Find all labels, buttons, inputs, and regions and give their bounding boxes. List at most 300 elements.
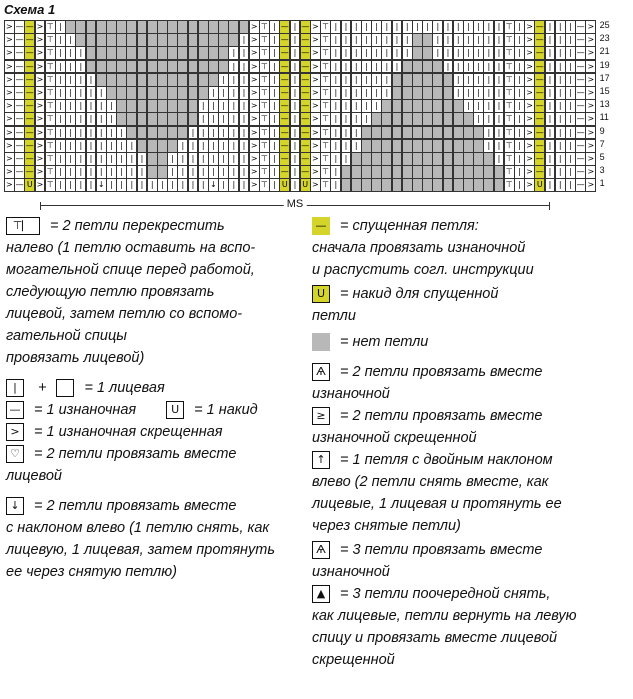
chart-cell: | <box>341 139 352 153</box>
chart-cell <box>381 99 392 113</box>
purl-twisted-icon: > <box>6 423 24 441</box>
chart-cell: | <box>341 73 352 87</box>
chart-cell: > <box>524 86 535 100</box>
chart-cell <box>483 152 494 166</box>
chart-cell: U <box>279 178 290 192</box>
chart-cell: | <box>494 60 505 74</box>
chart-cell: | <box>198 99 209 113</box>
k2tog-label: = 2 петли провязать вместе <box>34 446 237 462</box>
chart-cell: > <box>585 46 596 60</box>
chart-cell: ⊤ <box>45 33 56 47</box>
chart-cell <box>167 33 178 47</box>
chart-cell: | <box>545 46 556 60</box>
chart-cell <box>381 126 392 140</box>
chart-cell: | <box>330 60 341 74</box>
chart-cell: | <box>494 73 505 87</box>
chart-cell: | <box>269 86 280 100</box>
chart-cell <box>208 46 219 60</box>
chart-cell <box>463 126 474 140</box>
chart-cell: ⊤ <box>259 152 270 166</box>
chart-cell: | <box>392 46 403 60</box>
chart-cell: | <box>218 152 229 166</box>
chart-cell <box>402 152 413 166</box>
chart-cell: ⊤ <box>45 165 56 179</box>
chart-cell: — <box>300 139 311 153</box>
chart-cell: | <box>361 46 372 60</box>
chart-cell <box>137 139 148 153</box>
chart-cell <box>453 112 464 126</box>
chart-cell <box>188 46 199 60</box>
chart-cell: — <box>575 139 586 153</box>
chart-cell: | <box>218 139 229 153</box>
chart-cell <box>188 60 199 74</box>
chart-cell: ↓ <box>208 178 219 192</box>
chart-cell: | <box>55 46 66 60</box>
chart-cell: | <box>55 152 66 166</box>
chart-cell: | <box>494 139 505 153</box>
chart-cell: ⊤ <box>504 139 515 153</box>
chart-cell <box>208 73 219 87</box>
chart-cell: | <box>494 86 505 100</box>
chart-cell: > <box>310 20 321 34</box>
chart-cell: — <box>300 20 311 34</box>
chart-cell <box>463 178 474 192</box>
chart-cell <box>412 112 423 126</box>
chart-cell: | <box>290 20 301 34</box>
double-dec-arrow-icon: ↑ <box>312 451 330 469</box>
chart-cell: | <box>218 126 229 140</box>
chart-cell: | <box>402 20 413 34</box>
chart-cell: — <box>300 46 311 60</box>
chart-cell <box>218 33 229 47</box>
chart-cell: | <box>483 60 494 74</box>
chart-cell: ⊤ <box>45 126 56 140</box>
chart-cell: | <box>565 73 576 87</box>
chart-cell <box>392 73 403 87</box>
chart-cell <box>137 112 148 126</box>
cross-left-label: = 2 петли перекрестить <box>50 218 225 234</box>
chart-cell <box>402 60 413 74</box>
chart-cell: > <box>35 126 46 140</box>
chart-cell: | <box>65 86 76 100</box>
chart-cell: > <box>310 126 321 140</box>
chart-cell: > <box>35 165 46 179</box>
chart-cell: ⊤ <box>504 99 515 113</box>
chart-cell: | <box>432 20 443 34</box>
chart-cell <box>381 139 392 153</box>
chart-cell: — <box>14 73 25 87</box>
chart-cell <box>147 46 158 60</box>
chart-cell: > <box>249 99 260 113</box>
chart-cell: > <box>4 165 15 179</box>
chart-cell: | <box>75 126 86 140</box>
chart-cell: > <box>524 60 535 74</box>
chart-cell: — <box>14 33 25 47</box>
p3tog-icon: Ѧ <box>312 541 330 559</box>
row-number: 23 <box>599 33 610 44</box>
chart-cell: | <box>463 20 474 34</box>
chart-cell: | <box>381 60 392 74</box>
chart-cell <box>96 33 107 47</box>
p2tog-label: = 2 петли провязать вместе <box>340 364 543 380</box>
chart-cell: | <box>341 112 352 126</box>
chart-cell: | <box>218 178 229 192</box>
chart-cell <box>116 99 127 113</box>
chart-cell: — <box>24 46 35 60</box>
chart-cell: | <box>422 20 433 34</box>
double-dec-line-2: лицевые, 1 лицевая и протянуть ее <box>312 496 562 512</box>
chart-cell: | <box>290 139 301 153</box>
chart-cell: — <box>534 33 545 47</box>
chart-cell <box>422 86 433 100</box>
chart-cell: > <box>4 99 15 113</box>
chart-cell <box>177 126 188 140</box>
chart-cell: | <box>555 33 566 47</box>
chart-cell: ⊤ <box>320 99 331 113</box>
chart-cell <box>147 112 158 126</box>
chart-cell <box>116 20 127 34</box>
chart-cell: | <box>514 86 525 100</box>
chart-cell: | <box>351 46 362 60</box>
chart-cell: — <box>300 165 311 179</box>
chart-cell: — <box>14 20 25 34</box>
chart-cell: | <box>96 86 107 100</box>
chart-cell: | <box>330 112 341 126</box>
legend-left <box>6 215 306 583</box>
chart-cell: | <box>75 73 86 87</box>
chart-cell: — <box>279 73 290 87</box>
chart-cell: | <box>483 112 494 126</box>
double-dec-line-1: влево (2 петли снять вместе, как <box>312 474 549 490</box>
chart-cell: | <box>514 178 525 192</box>
chart-cell: — <box>24 33 35 47</box>
chart-cell: | <box>55 165 66 179</box>
chart-cell: | <box>392 20 403 34</box>
chart-cell <box>402 99 413 113</box>
chart-cell <box>96 60 107 74</box>
chart-cell <box>392 152 403 166</box>
legend-p2tog-tbl <box>312 405 630 427</box>
chart-cell: | <box>402 33 413 47</box>
chart-cell <box>198 20 209 34</box>
chart-cell: — <box>575 46 586 60</box>
chart-cell <box>86 46 97 60</box>
chart-cell <box>126 46 137 60</box>
chart-cell <box>177 86 188 100</box>
chart-cell: | <box>514 33 525 47</box>
chart-cell: > <box>585 99 596 113</box>
chart-cell: ⊤ <box>320 60 331 74</box>
chart-cell <box>147 73 158 87</box>
chart-cell: | <box>330 178 341 192</box>
chart-cell: | <box>494 126 505 140</box>
chart-cell: | <box>555 99 566 113</box>
knit-plus: + <box>38 380 47 396</box>
chart-cell <box>351 178 362 192</box>
chart-cell: | <box>75 99 86 113</box>
chart-cell: | <box>341 152 352 166</box>
chart-cell: | <box>361 73 372 87</box>
chart-cell: | <box>555 46 566 60</box>
chart-cell: | <box>75 139 86 153</box>
chart-cell: > <box>585 178 596 192</box>
chart-cell <box>412 165 423 179</box>
chart-cell: ⊤ <box>259 46 270 60</box>
chart-cell: — <box>534 126 545 140</box>
legend-ssk <box>6 495 306 517</box>
chart-cell: > <box>310 33 321 47</box>
chart-cell: | <box>473 33 484 47</box>
chart-cell: | <box>239 112 250 126</box>
chart-cell: | <box>351 33 362 47</box>
chart-cell: — <box>24 86 35 100</box>
chart-cell: | <box>177 178 188 192</box>
chart-cell <box>443 126 454 140</box>
chart-cell <box>137 86 148 100</box>
chart-cell: > <box>35 152 46 166</box>
chart-cell: ⊤ <box>45 112 56 126</box>
chart-cell: — <box>534 46 545 60</box>
legend-purl-twisted <box>6 421 306 443</box>
chart-cell: > <box>524 33 535 47</box>
chart-cell: | <box>545 126 556 140</box>
chart-cell: > <box>310 86 321 100</box>
yo-dropped-cont: петли <box>312 308 356 324</box>
chart-cell <box>432 99 443 113</box>
chart-cell: > <box>35 86 46 100</box>
chart-cell <box>188 86 199 100</box>
chart-cell: | <box>351 73 362 87</box>
chart-cell: > <box>4 86 15 100</box>
chart-cell: | <box>228 86 239 100</box>
chart-cell <box>106 86 117 100</box>
chart-cell: | <box>75 60 86 74</box>
chart-cell: | <box>198 178 209 192</box>
chart-cell: | <box>330 73 341 87</box>
chart-cell: | <box>341 33 352 47</box>
chart-cell <box>463 165 474 179</box>
legend-p3tog <box>312 539 630 561</box>
chart-cell: | <box>239 126 250 140</box>
chart-cell: — <box>575 99 586 113</box>
chart-cell: | <box>96 165 107 179</box>
chart-cell <box>167 60 178 74</box>
chart-cell: > <box>35 33 46 47</box>
chart-cell: | <box>228 165 239 179</box>
chart-cell: | <box>555 20 566 34</box>
chart-cell: | <box>228 126 239 140</box>
chart-cell: — <box>14 99 25 113</box>
row-number: 9 <box>599 125 605 136</box>
chart-cell: | <box>483 99 494 113</box>
chart-cell: | <box>483 86 494 100</box>
chart-cell <box>65 20 76 34</box>
chart-cell: | <box>565 112 576 126</box>
chart-cell <box>371 178 382 192</box>
chart-cell: | <box>208 126 219 140</box>
chart-cell: — <box>575 60 586 74</box>
chart-cell <box>147 33 158 47</box>
chart-cell: | <box>290 86 301 100</box>
chart-cell: | <box>218 86 229 100</box>
chart-cell <box>147 20 158 34</box>
chart-cell: ⊤ <box>259 33 270 47</box>
chart-cell <box>147 126 158 140</box>
chart-cell: — <box>14 126 25 140</box>
chart-cell: | <box>65 126 76 140</box>
chart-cell: | <box>381 20 392 34</box>
chart-cell <box>218 20 229 34</box>
chart-cell: | <box>330 86 341 100</box>
chart-cell: > <box>249 165 260 179</box>
chart-cell: ⊤ <box>504 165 515 179</box>
chart-cell: | <box>351 126 362 140</box>
chart-cell <box>96 20 107 34</box>
knit-label: = 1 лицевая <box>84 380 165 396</box>
chart-cell <box>228 33 239 47</box>
legend-no-stitch <box>312 331 630 353</box>
chart-cell: | <box>432 33 443 47</box>
chart-cell: > <box>585 20 596 34</box>
chart-cell: ⊤ <box>259 60 270 74</box>
chart-cell: | <box>341 126 352 140</box>
ms-label: MS <box>284 198 307 210</box>
chart-cell <box>177 60 188 74</box>
chart-cell: | <box>177 165 188 179</box>
chart-cell: | <box>473 112 484 126</box>
k2tog-icon: ♡ <box>6 445 24 463</box>
chart-cell <box>422 73 433 87</box>
chart-cell: — <box>534 139 545 153</box>
chart-cell <box>494 178 505 192</box>
chart-cell <box>126 20 137 34</box>
chart-cell <box>443 99 454 113</box>
k2tog-cont: лицевой <box>6 468 62 484</box>
chart-cell: > <box>249 152 260 166</box>
chart-cell: — <box>14 86 25 100</box>
chart-cell <box>473 126 484 140</box>
chart-cell: | <box>402 46 413 60</box>
chart-cell: | <box>371 60 382 74</box>
sk3-line-1: как лицевые, петли вернуть на левую <box>312 608 577 624</box>
chart-cell: | <box>351 112 362 126</box>
chart-cell: | <box>177 152 188 166</box>
cross-left-line-1: налево (1 петлю оставить на вспо- <box>6 240 256 256</box>
p2tog-icon: Ѧ <box>312 363 330 381</box>
chart-cell: | <box>65 73 76 87</box>
chart-cell <box>432 60 443 74</box>
chart-cell: — <box>534 112 545 126</box>
chart-cell: | <box>565 33 576 47</box>
yo-dropped-label: = накид для спущенной <box>340 286 499 302</box>
yarnover-label: = 1 накид <box>194 402 258 418</box>
ssk-arrow-icon: ↓ <box>6 497 24 515</box>
chart-cell <box>351 165 362 179</box>
chart-cell: | <box>269 46 280 60</box>
chart-cell: > <box>4 139 15 153</box>
chart-cell: | <box>483 73 494 87</box>
ssk-line-2: лицевую, 1 лицевая, затем протянуть <box>6 542 275 558</box>
chart-cell: | <box>157 178 168 192</box>
chart-cell: > <box>4 112 15 126</box>
chart-cell <box>371 152 382 166</box>
legend-knit <box>6 377 306 399</box>
chart-cell: | <box>555 139 566 153</box>
chart-cell <box>473 139 484 153</box>
chart-cell: | <box>473 20 484 34</box>
chart-cell: | <box>65 60 76 74</box>
chart-cell: | <box>341 20 352 34</box>
chart-cell: | <box>565 139 576 153</box>
chart-cell <box>422 112 433 126</box>
chart-cell: ⊤ <box>45 152 56 166</box>
chart-cell: > <box>4 178 15 192</box>
chart-cell: — <box>24 60 35 74</box>
chart-cell: | <box>188 152 199 166</box>
chart-cell: | <box>55 20 66 34</box>
chart-cell: | <box>208 139 219 153</box>
chart-cell: > <box>35 99 46 113</box>
chart-cell: | <box>228 112 239 126</box>
chart-cell: | <box>218 165 229 179</box>
chart-cell: | <box>463 86 474 100</box>
chart-cell <box>422 126 433 140</box>
chart-cell: | <box>116 178 127 192</box>
chart-cell: | <box>483 46 494 60</box>
chart-cell: | <box>198 139 209 153</box>
chart-cell: — <box>575 20 586 34</box>
chart-cell: | <box>116 165 127 179</box>
cross-left-line-6: провязать лицевой) <box>6 350 145 366</box>
dropped-label: = спущенная петля: <box>340 218 479 234</box>
chart-cell <box>412 86 423 100</box>
chart-cell: | <box>126 152 137 166</box>
chart-cell: | <box>341 99 352 113</box>
chart-cell <box>208 20 219 34</box>
chart-cell: | <box>239 73 250 87</box>
chart-cell: | <box>106 152 117 166</box>
chart-cell <box>453 99 464 113</box>
chart-cell: — <box>279 33 290 47</box>
chart-cell <box>412 139 423 153</box>
chart-cell: ⊤ <box>45 46 56 60</box>
chart-cell: | <box>330 152 341 166</box>
chart-cell <box>177 20 188 34</box>
chart-cell: > <box>310 60 321 74</box>
chart-cell: | <box>55 99 66 113</box>
chart-cell: — <box>279 46 290 60</box>
chart-cell <box>116 112 127 126</box>
chart-cell: | <box>341 86 352 100</box>
chart-cell: | <box>188 139 199 153</box>
chart-cell <box>422 60 433 74</box>
chart-cell: ⊤ <box>320 46 331 60</box>
chart-cell: | <box>381 33 392 47</box>
chart-cell: > <box>35 178 46 192</box>
chart-cell: > <box>524 165 535 179</box>
knitting-chart <box>4 20 610 194</box>
chart-cell: — <box>534 152 545 166</box>
legend-yo-dropped <box>312 283 630 305</box>
chart-cell: | <box>96 99 107 113</box>
chart-cell <box>188 73 199 87</box>
chart-cell: | <box>228 46 239 60</box>
chart-cell: | <box>65 165 76 179</box>
chart-cell: > <box>4 126 15 140</box>
purl-twisted-label: = 1 изнаночная скрещенная <box>34 424 223 440</box>
p2tog-tbl-icon: ≥ <box>312 407 330 425</box>
chart-cell: | <box>361 60 372 74</box>
